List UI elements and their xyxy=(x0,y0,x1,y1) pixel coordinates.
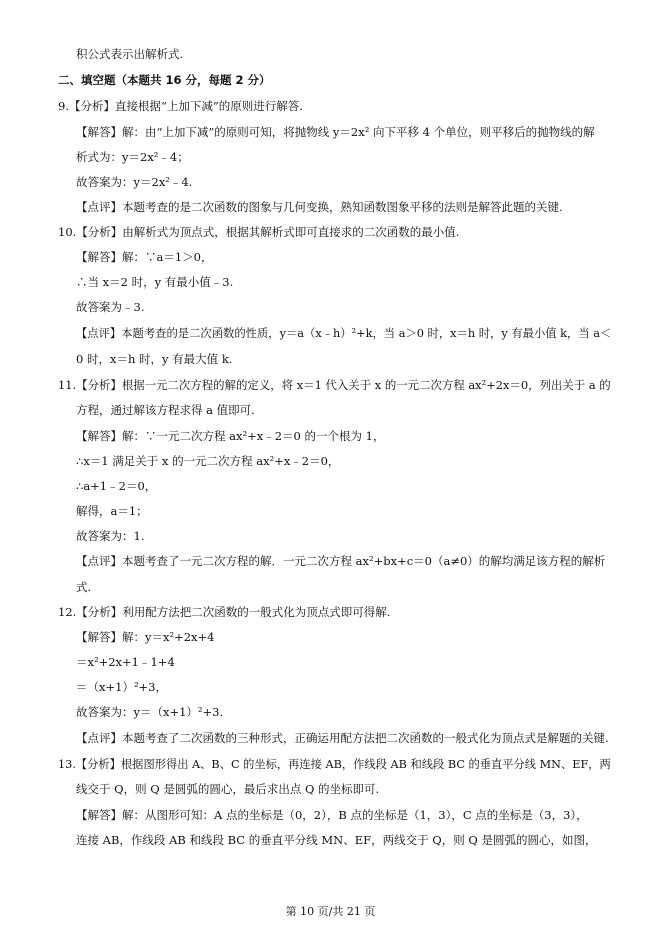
text-line: 方程，通过解该方程求得 a 值即可. xyxy=(76,403,255,417)
text-line: 故答案为：1. xyxy=(76,529,145,543)
text-line: 【解答】解：∵一元二次方程 ax²+x﹣2＝0 的一个根为 1， xyxy=(76,429,385,443)
text-line: 线交于 Q，则 Q 是圆弧的圆心，最后求出点 Q 的坐标即可. xyxy=(76,782,380,796)
text-line: ∴当 x＝2 时，y 有最小值﹣3. xyxy=(76,275,234,289)
text-line: 【点评】本题考查了一元二次方程的解．一元二次方程 ax²+bx+c＝0（a≠0）的解均满足该方程的解析 xyxy=(76,554,606,568)
text-line: 式. xyxy=(76,580,92,594)
text-line: 故答案为：y＝（x+1）²+3. xyxy=(76,705,224,719)
text-line: 连接 AB，作线段 AB 和线段 BC 的垂直平分线 MN、EF，两线交于 Q，则 Q 是圆弧的圆心，如图， xyxy=(76,833,597,847)
text-line: 故答案为：y＝2x²﹣4. xyxy=(76,175,193,189)
page-footer: 第 10 页/共 21 页 xyxy=(285,905,376,918)
text-line: ＝（x+1）²+3， xyxy=(76,680,167,694)
text-line: 【解答】解：由“上加下减”的原则可知，将抛物线 y＝2x² 向下平移 4 个单位，则平移后的抛物线的解 xyxy=(76,125,595,139)
text-line: 析式为：y＝2x²﹣4； xyxy=(76,150,189,164)
text-line: 0 时，x＝h 时，y 有最大值 k. xyxy=(76,352,233,366)
text-line: 【解答】解：y＝x²+2x+4 xyxy=(76,630,215,644)
text-line: ∴x＝1 满足关于 x 的一元二次方程 ax²+x﹣2＝0， xyxy=(76,454,340,468)
text-line: ∴a+1﹣2＝0， xyxy=(76,479,157,493)
text-line: 【点评】本题考查了二次函数的三种形式，正确运用配方法把二次函数的一般式化为顶点式是解题的关键. xyxy=(76,731,609,745)
text-line: 13.【分析】根据图形得出 A、B、C 的坐标，再连接 AB，作线段 AB 和线段 BC 的垂直平分线 MN、EF，两 xyxy=(58,757,611,771)
text-line: 12.【分析】利用配方法把二次函数的一般式化为顶点式即可得解. xyxy=(58,605,391,619)
section-heading: 二、填空题（本题共 16 分，每题 2 分） xyxy=(58,73,271,87)
text-line: 11.【分析】根据一元二次方程的解的定义，将 x＝1 代入关于 x 的一元二次方程 ax²+2x＝0，列出关于 a 的 xyxy=(58,378,611,392)
text-line: 10.【分析】由解析式为顶点式，根据其解析式即可直接求的二次函数的最小值. xyxy=(58,225,460,239)
text-line: 故答案为﹣3. xyxy=(76,300,145,314)
text-line: 【解答】解：∵a＝1＞0， xyxy=(76,250,213,264)
text-line: 9.【分析】直接根据“上加下减”的原则进行解答. xyxy=(58,99,303,113)
text-line: 【点评】本题考查的是二次函数的性质，y＝a（x﹣h）²+k，当 a＞0 时，x＝h 时，y 有最小值 k，当 a＜ xyxy=(76,326,612,340)
text-line: ＝x²+2x+1﹣1+4 xyxy=(76,655,175,669)
text-line: 积公式表示出解析式. xyxy=(76,47,184,61)
text-line: 解得，a＝1； xyxy=(76,504,148,518)
text-line: 【点评】本题考查的是二次函数的图象与几何变换，熟知函数图象平移的法则是解答此题的关键. xyxy=(76,200,563,214)
text-line: 【解答】解：从图形可知：A 点的坐标是（0，2），B 点的坐标是（1，3），C 点的坐标是（3，3）， xyxy=(76,808,588,822)
